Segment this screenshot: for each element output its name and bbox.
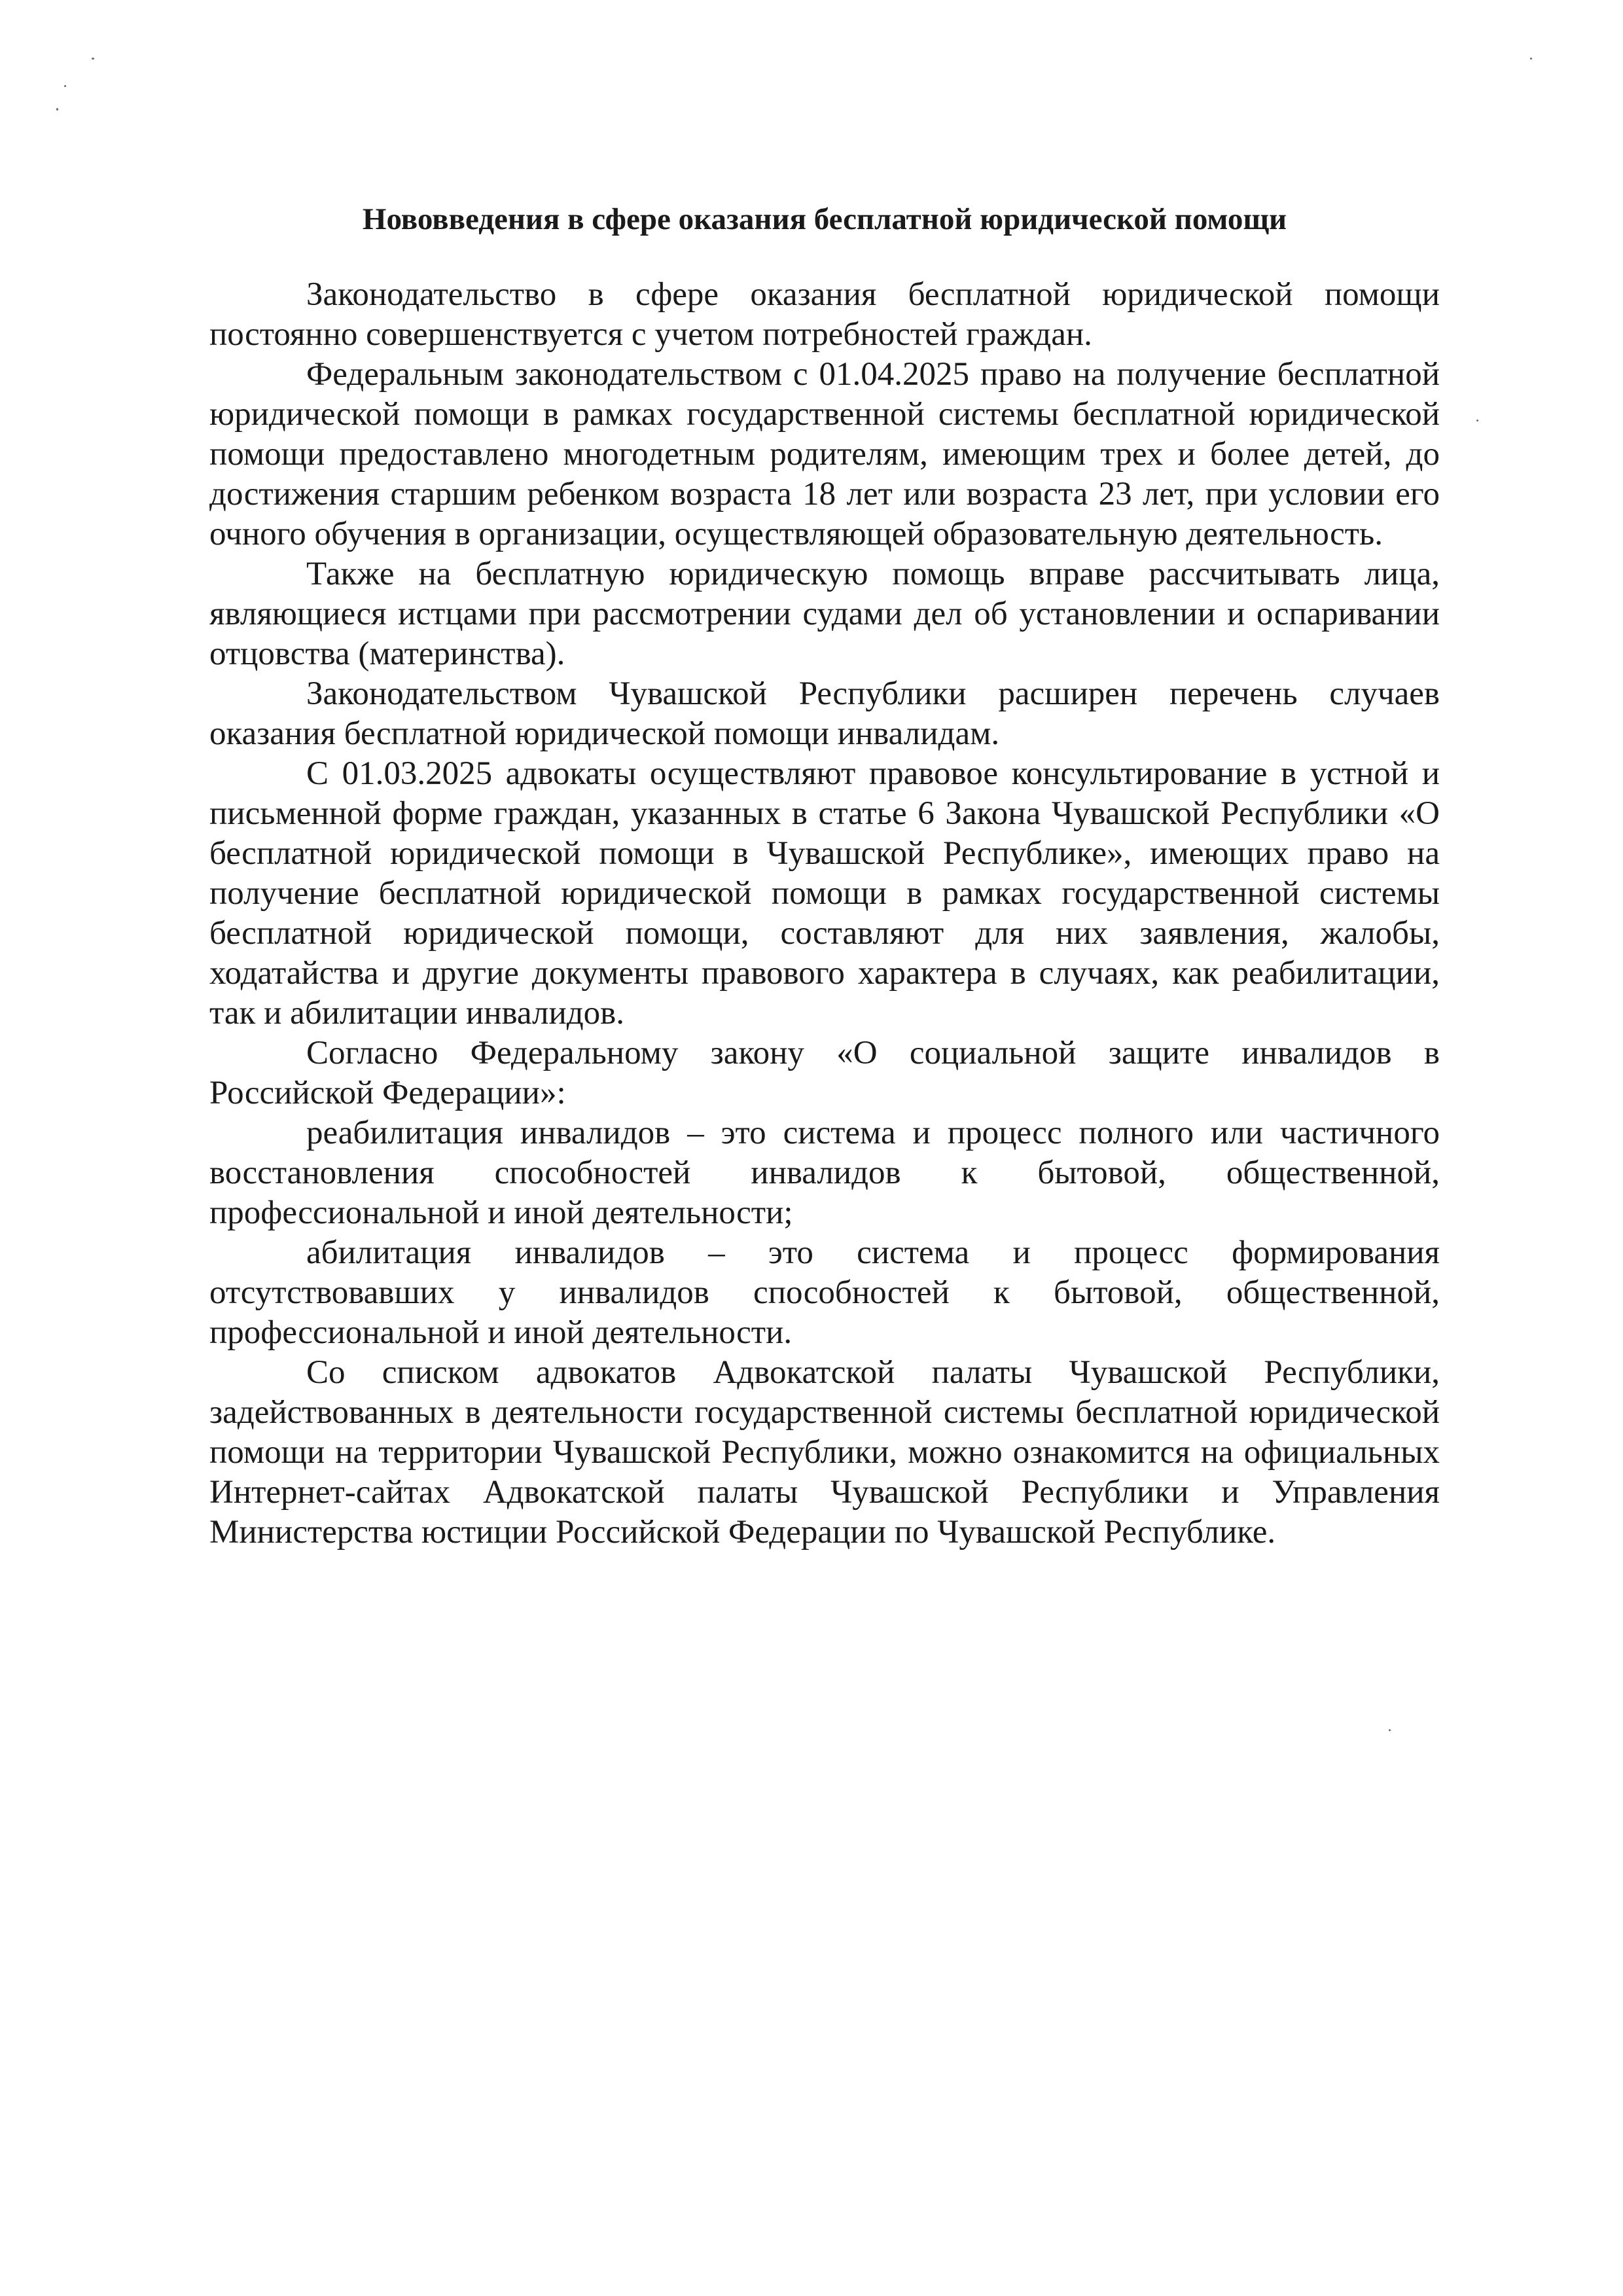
document-title: Нововведения в сфере оказания бесплатной юридической помощи [362,202,1287,236]
scan-speck [64,85,66,87]
paragraph-lawyers-list: Со списком адвокатов Адвокатской палаты Чувашской Республики, задействованных в деятельности государственной системы бесплатной юридической помощи на территории Чувашской Республики, можно ознакомится на официальных Интернет-сайтах Адвокатской палаты Чувашской Республики и Управления Министерства юстиции Российской Федерации по Чувашской Республике. [209,1354,1440,1551]
paragraph-lawyers-consulting: С 01.03.2025 адвокаты осуществляют правовое консультирование в устной и письменной форме граждан, указанных в статье 6 Закона Чувашской Республики «О бесплатной юридической помощи в Чувашской Республике», имеющих право на получение бесплатной юридической помощи в рамках государственной системы бесплатной юридической помощи, составляют для них заявления, жалобы, ходатайства и другие документы правового характера в случаях, как реабилитации, так и абилитации инвалидов. [209,755,1440,1031]
paragraph-federal-law: Федеральным законодательством с 01.04.2025 право на получение бесплатной юридической помощи в рамках государственной системы бесплатной юридической помощи предоставлено многодетным родителям, имеющим трех и более детей, до достижения старшим ребенком возраста 18 лет или возраста 23 лет, при условии его очного обучения в организации, осуществляющей образовательную деятельность. [209,356,1440,552]
scan-speck [1476,420,1478,422]
paragraph-chuvash-law: Законодательством Чувашской Республики расширен перечень случаев оказания бесплатной юридической помощи инвалидам. [209,675,1440,752]
document-body [209,275,1440,1552]
scan-speck [92,58,94,60]
paragraph-federal-social-protection: Согласно Федеральному закону «О социальной защите инвалидов в Российской Федерации»: [209,1035,1440,1111]
scan-speck [1389,1729,1391,1731]
paragraph-intro: Законодательство в сфере оказания бесплатной юридической помощи постоянно совершенствуется с учетом потребностей граждан. [209,276,1440,353]
paragraph-habilitation-definition: абилитация инвалидов – это система и процесс формирования отсутствовавших у инвалидов способностей к бытовой, общественной, профессиональной и иной деятельности. [209,1234,1440,1351]
paragraph-paternity-cases: Также на бесплатную юридическую помощь вправе рассчитывать лица, являющиеся истцами при рассмотрении судами дел об установлении и оспаривании отцовства (материнства). [209,556,1440,672]
paragraph-rehabilitation-definition: реабилитация инвалидов – это система и процесс полного или частичного восстановления способностей инвалидов к бытовой, общественной, профессиональной и иной деятельности; [209,1115,1440,1231]
scan-speck [56,108,58,111]
scan-speck [1530,58,1532,60]
